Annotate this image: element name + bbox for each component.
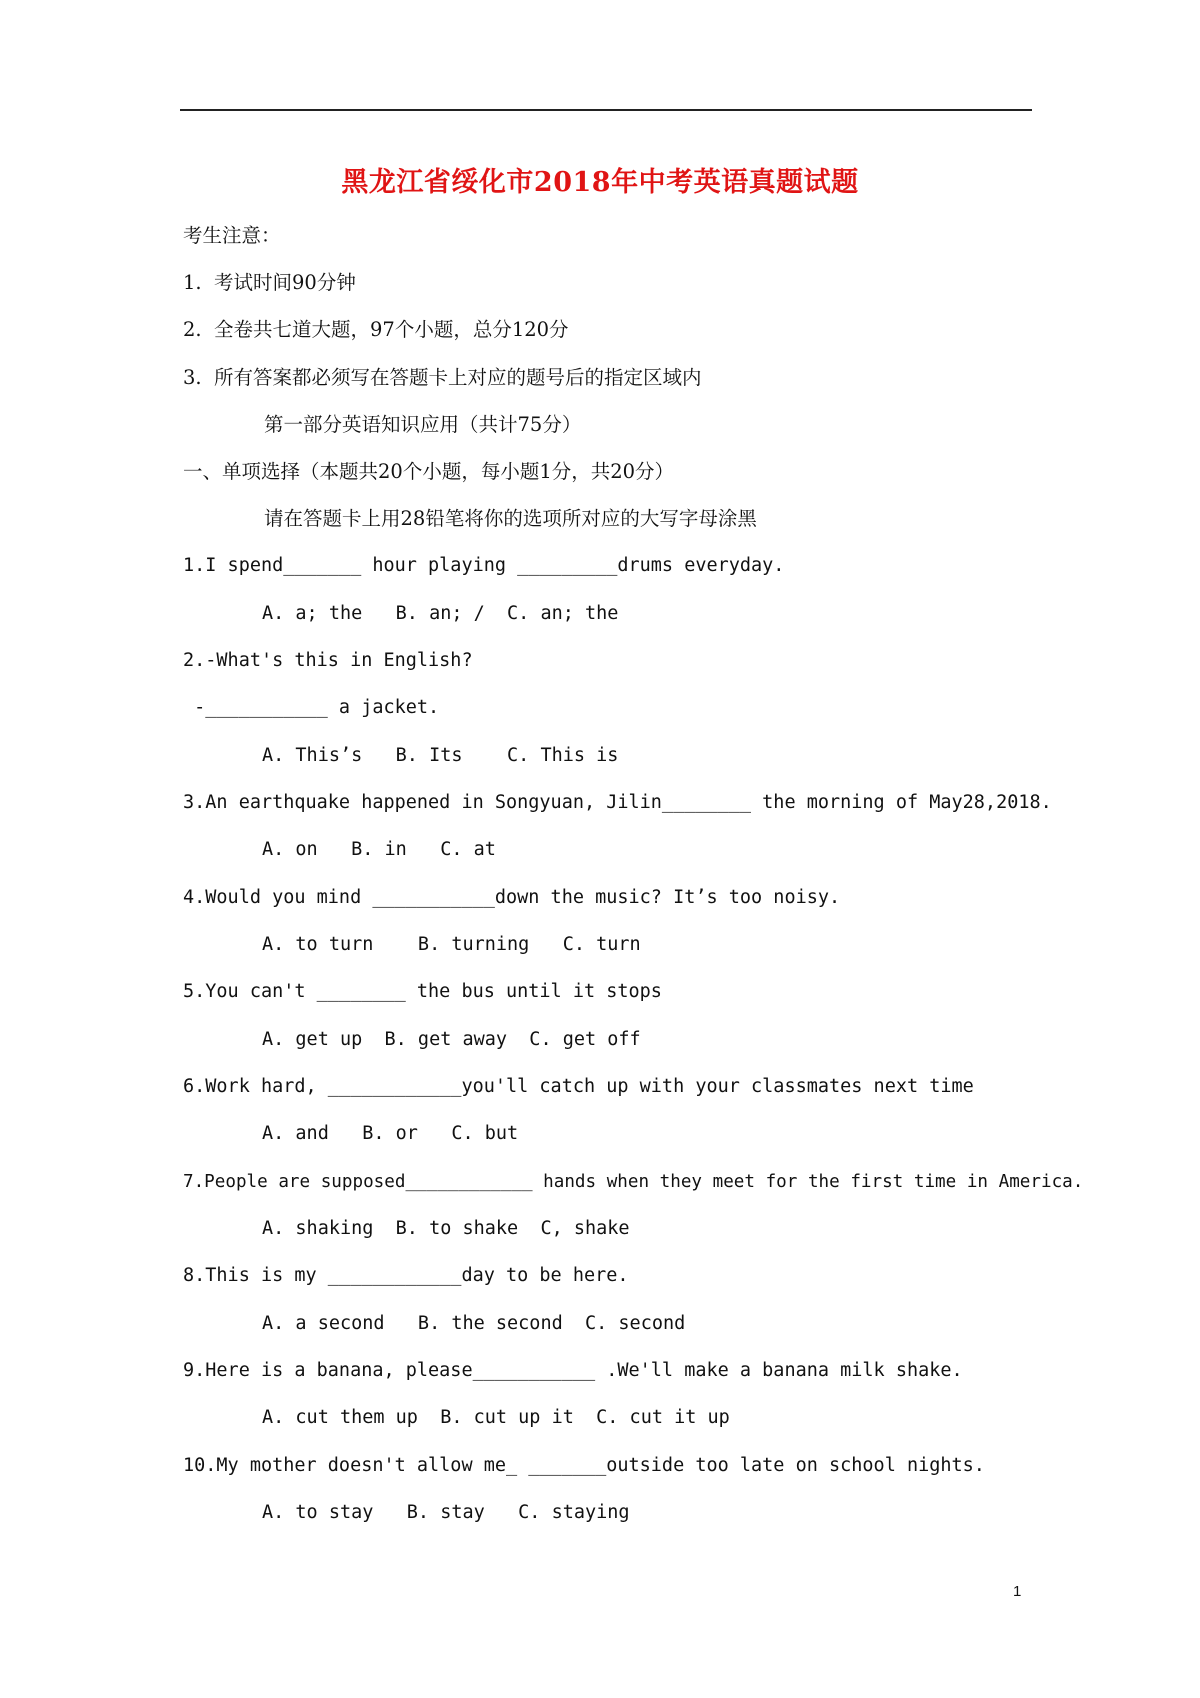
- question-stem: 8.This is my ____________day to be here.: [183, 1265, 629, 1286]
- notice-heading: 考生注意：: [183, 224, 281, 247]
- question-options: A. on B. in C. at: [262, 839, 496, 860]
- question-stem: 5.You can't ________ the bus until it stops: [183, 981, 662, 1002]
- section-instruction: 请在答题卡上用28铅笔将你的选项所对应的大写字母涂黑: [264, 507, 757, 530]
- page-number: 1: [1013, 1583, 1022, 1600]
- notice-item: 1. 考试时间90分钟: [183, 271, 356, 294]
- question-options: A. shaking B. to shake C, shake: [262, 1218, 630, 1239]
- question-stem: 7.People are supposed____________ hands when they meet for the first time in America.: [183, 1172, 1084, 1192]
- question-options: A. get up B. get away C. get off: [262, 1029, 641, 1050]
- part-heading: 第一部分英语知识应用（共计75分）: [264, 413, 582, 436]
- question-stem: 10.My mother doesn't allow me_ _______outside too late on school nights.: [183, 1455, 985, 1476]
- question-stem: 4.Would you mind ___________down the music? It’s too noisy.: [183, 887, 841, 908]
- section-heading: 一、单项选择（本题共20个小题，每小题1分，共20分）: [183, 460, 675, 483]
- notice-item: 3. 所有答案都必须写在答题卡上对应的题号后的指定区域内: [183, 366, 702, 389]
- question-options: A. a; the B. an; / C. an; the: [262, 603, 619, 624]
- question-stem: 1.I spend_______ hour playing _________drums everyday.: [183, 555, 785, 576]
- question-stem: 6.Work hard, ____________you'll catch up with your classmates next time: [183, 1076, 974, 1097]
- question-stem-answer: -___________ a jacket.: [183, 697, 440, 718]
- page-title: 黑龙江省绥化市2018年中考英语真题试题: [341, 167, 859, 198]
- question-options: A. a second B. the second C. second: [262, 1313, 686, 1334]
- question-stem: 2.-What's this in English?: [183, 650, 473, 671]
- question-options: A. and B. or C. but: [262, 1123, 519, 1144]
- question-stem: 9.Here is a banana, please___________ .We'll make a banana milk shake.: [183, 1360, 963, 1381]
- question-options: A. to turn B. turning C. turn: [262, 934, 641, 955]
- header-rule: [180, 109, 1032, 111]
- question-options: A. This’s B. Its C. This is: [262, 745, 619, 766]
- question-options: A. to stay B. stay C. staying: [262, 1502, 630, 1523]
- notice-item: 2. 全卷共七道大题，97个小题，总分120分: [183, 318, 569, 341]
- question-options: A. cut them up B. cut up it C. cut it up: [262, 1407, 730, 1428]
- question-stem: 3.An earthquake happened in Songyuan, Jilin________ the morning of May28,2018.: [183, 792, 1052, 813]
